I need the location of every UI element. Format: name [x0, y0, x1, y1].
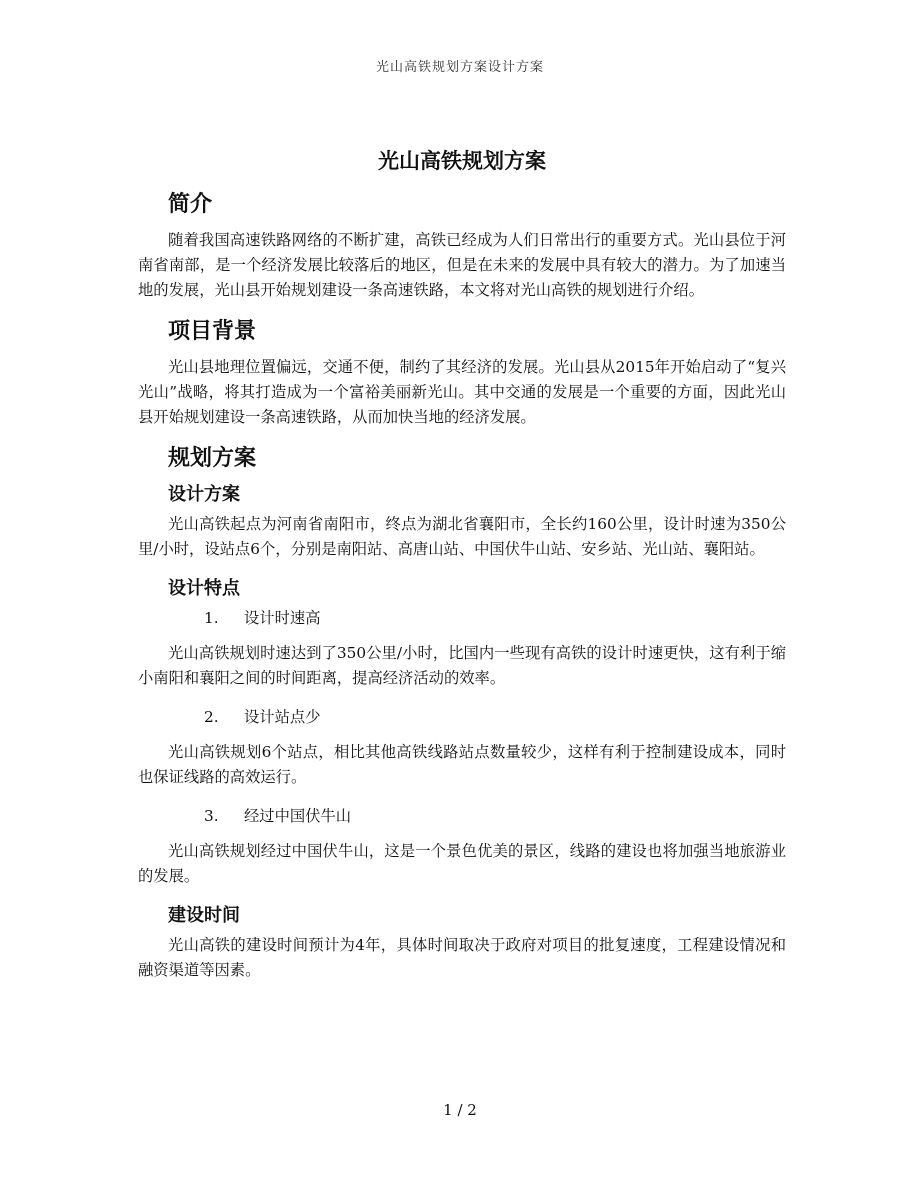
subsection-heading-features: 设计特点	[168, 578, 240, 599]
background-paragraph: 光山县地理位置偏远，交通不便，制约了其经济的发展。光山县从2015年开始启动了“复兴光山”战略，将其打造成为一个富裕美丽新光山。其中交通的发展是一个重要的方面，因此光山县开始规划建设一条高速铁路，从而加快当地的经济发展。	[138, 358, 786, 426]
feature-paragraph-2: 光山高铁规划6个站点，相比其他高铁线路站点数量较少，这样有利于控制建设成本，同时也保证线路的高效运行。	[138, 743, 786, 786]
subsection-heading-schedule: 建设时间	[168, 905, 240, 926]
running-header: 光山高铁规划方案设计方案	[375, 60, 544, 75]
feature-number-2: 2.	[204, 708, 219, 726]
section-heading-background: 项目背景	[168, 319, 257, 344]
page-number: 1 / 2	[443, 1101, 477, 1119]
feature-label-1: 设计时速高	[244, 609, 321, 627]
subsection-heading-design: 设计方案	[168, 484, 240, 505]
schedule-paragraph: 光山高铁的建设时间预计为4年，具体时间取决于政府对项目的批复速度，工程建设情况和融资渠道等因素。	[138, 936, 786, 979]
page-body	[138, 140, 786, 997]
feature-number-3: 3.	[204, 807, 219, 825]
feature-list-item-3	[138, 804, 786, 829]
section-heading-plan: 规划方案	[168, 446, 257, 471]
section-heading-intro: 简介	[168, 192, 213, 217]
feature-list-item-2	[138, 705, 786, 730]
feature-paragraph-3: 光山高铁规划经过中国伏牛山，这是一个景色优美的景区，线路的建设也将加强当地旅游业的发展。	[138, 842, 786, 885]
feature-label-2: 设计站点少	[244, 708, 321, 726]
feature-list-item-1	[138, 606, 786, 631]
design-paragraph: 光山高铁起点为河南省南阳市，终点为湖北省襄阳市，全长约160公里，设计时速为350公里/小时，设站点6个，分别是南阳站、高唐山站、中国伏牛山站、安乡站、光山站、襄阳站。	[138, 515, 786, 558]
intro-paragraph: 随着我国高速铁路网络的不断扩建，高铁已经成为人们日常出行的重要方式。光山县位于河南省南部，是一个经济发展比较落后的地区，但是在未来的发展中具有较大的潜力。为了加速当地的发展，光山县开始规划建设一条高速铁路，本文将对光山高铁的规划进行介绍。	[138, 231, 786, 299]
feature-paragraph-1: 光山高铁规划时速达到了350公里/小时，比国内一些现有高铁的设计时速更快，这有利于缩小南阳和襄阳之间的时间距离，提高经济活动的效率。	[138, 644, 786, 687]
feature-label-3: 经过中国伏牛山	[244, 807, 352, 825]
feature-number-1: 1.	[204, 609, 219, 627]
document-title: 光山高铁规划方案	[378, 149, 546, 173]
